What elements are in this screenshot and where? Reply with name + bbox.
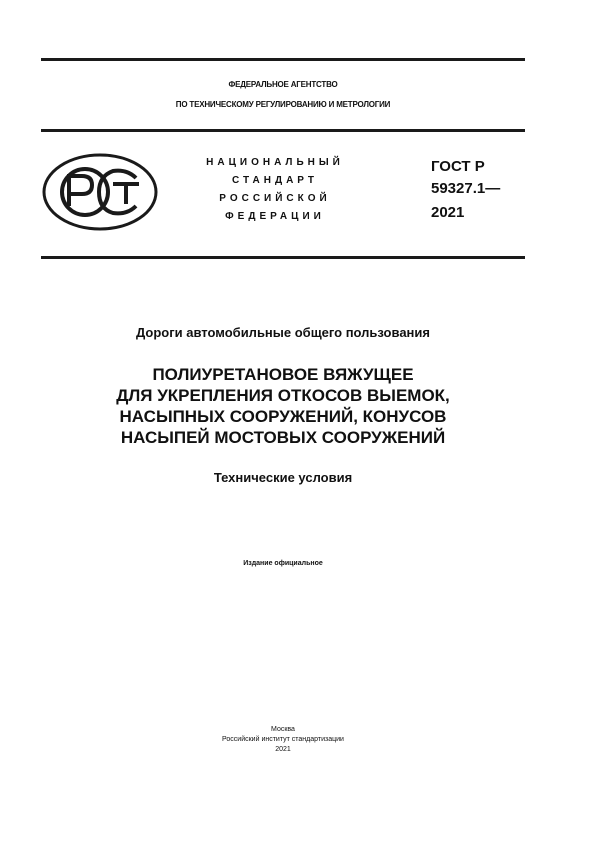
gost-year: 2021: [431, 204, 465, 221]
main-title-line-3: НАСЫПНЫХ СООРУЖЕНИЙ, КОНУСОВ: [119, 407, 447, 426]
footer-institute: Российский институт стандартизации: [222, 736, 344, 743]
main-title-line-4: НАСЫПЕЙ МОСТОВЫХ СООРУЖЕНИЙ: [120, 428, 446, 447]
agency-bottom-rule: [41, 129, 525, 132]
main-title-line-1: ПОЛИУРЕТАНОВОЕ ВЯЖУЩЕЕ: [152, 365, 414, 384]
national-line-2: СТАНДАРТ: [232, 175, 318, 186]
national-line-3: РОССИЙСКОЙ: [219, 193, 331, 204]
subtitle: Дороги автомобильные общего пользования: [136, 325, 430, 340]
main-title-line-2: ДЛЯ УКРЕПЛЕНИЯ ОТКОСОВ ВЫЕМОК,: [116, 386, 450, 405]
agency-line-2: ПО ТЕХНИЧЕСКОМУ РЕГУЛИРОВАНИЮ И МЕТРОЛОГИИ: [175, 100, 391, 109]
rst-logo-icon: [41, 152, 159, 232]
edition-label: Издание официальное: [243, 560, 323, 567]
footer-year: 2021: [275, 746, 291, 753]
national-line-1: НАЦИОНАЛЬНЫЙ: [206, 157, 344, 168]
gost-label: ГОСТ Р: [431, 158, 485, 175]
national-line-4: ФЕДЕРАЦИИ: [225, 211, 325, 222]
spec-title: Технические условия: [213, 470, 353, 485]
agency-line-1: ФЕДЕРАЛЬНОЕ АГЕНТСТВО: [228, 80, 338, 89]
gost-number: 59327.1—: [431, 180, 501, 197]
top-rule: [41, 58, 525, 61]
standard-bottom-rule: [41, 256, 525, 259]
footer-city: Москва: [271, 726, 295, 733]
